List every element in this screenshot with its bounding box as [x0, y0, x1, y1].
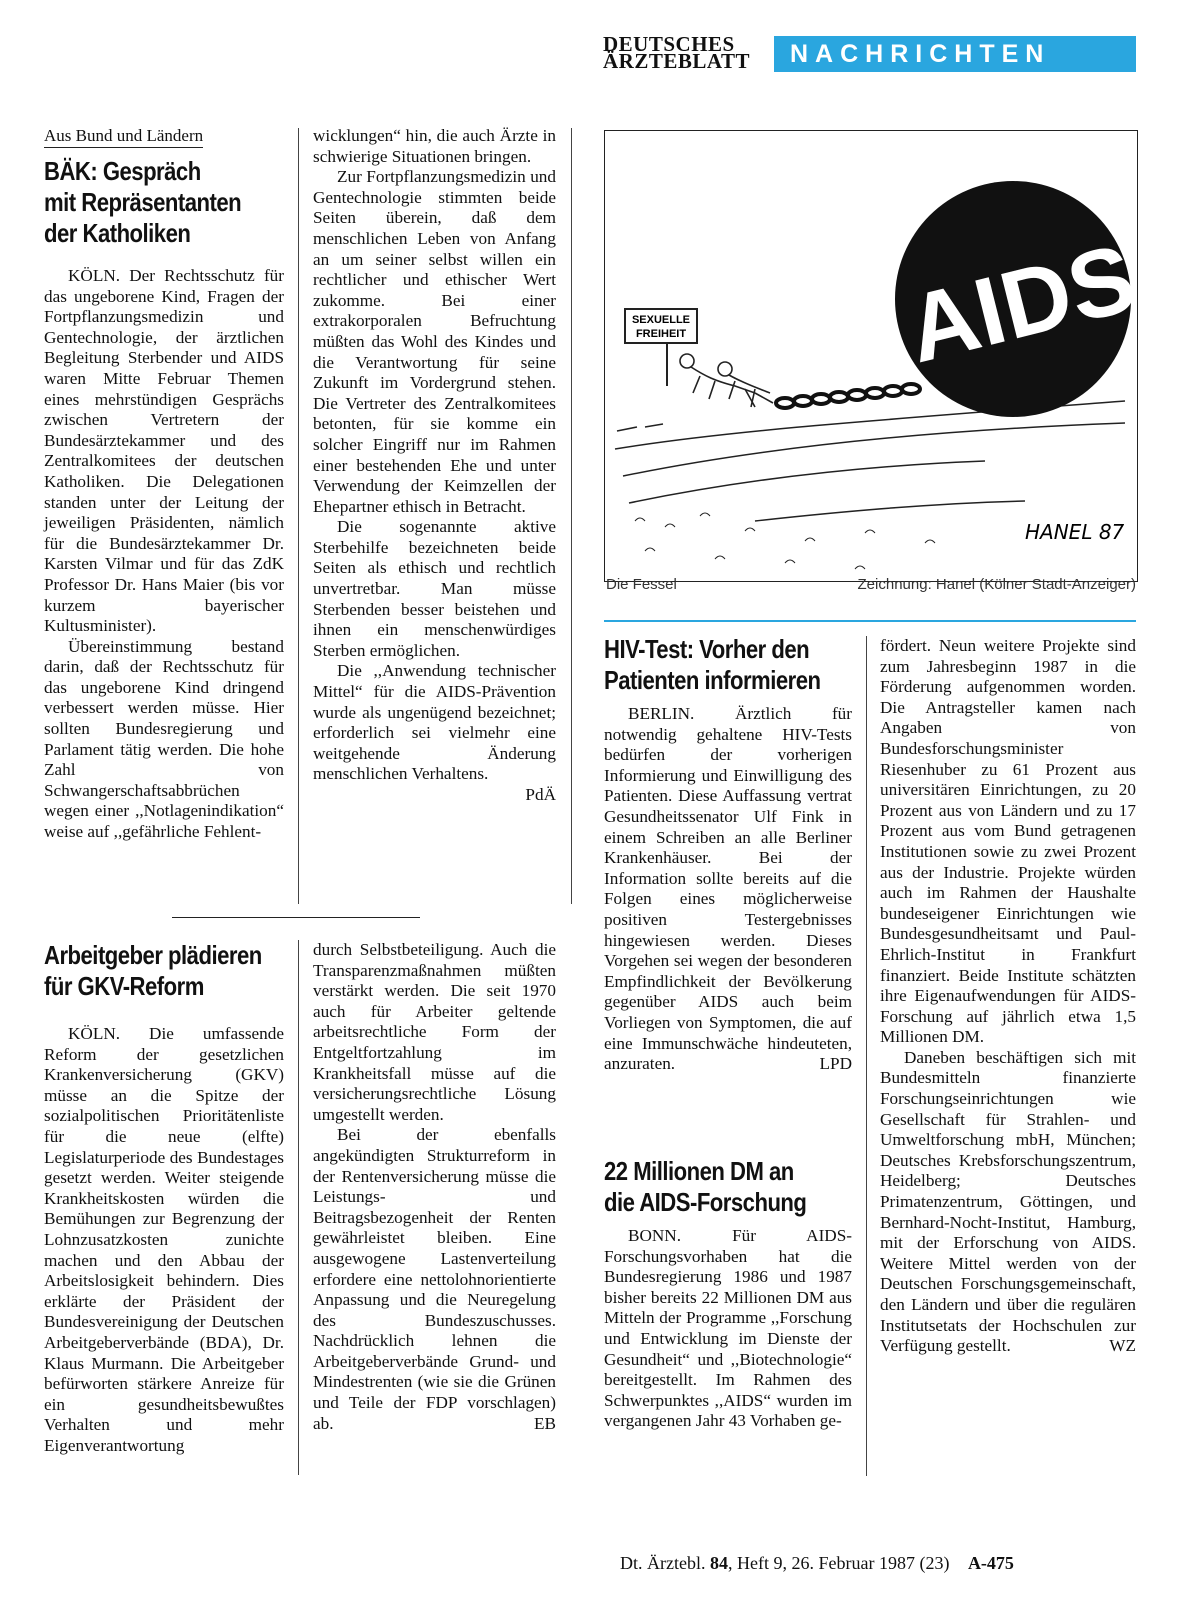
sign-text-line2: FREIHEIT: [635, 328, 687, 340]
ball-label: AIDS: [896, 224, 1137, 384]
cartoon-illustration: [604, 130, 1138, 582]
headline-line: mit Repräsentanten: [44, 187, 242, 217]
article4-column1: [604, 1226, 852, 1432]
paragraph: Übereinstimmung bestand darin, daß der Rechtsschutz für das ungeborene Kind dringend verbessert werden müsse. Hier sollten Bundesregierung und Parlament tätig werden. Die hohe Zahl von Schwangerschaftsabbrüchen wegen einer ,,Notlagenindikation“ weise auf ,,gefährliche Fehlent-: [44, 636, 284, 842]
headline-line: 22 Millionen DM an: [604, 1156, 794, 1186]
citation-rest: , Heft 9, 26. Februar 1987 (23): [727, 1553, 950, 1573]
paragraph: fördert. Neun weitere Projekte sind zum Jahresbeginn 1987 in die Förderung aufgenommen worden. Die Antragsteller kamen nach Angaben von Bundesforschungsminister Riesenhuber zu 61 Prozent aus universitären Einrichtungen, zu 20 Prozent aus von Ländern und zu 17 Prozent aus vom Bund getragenen Institutionen sowie zu zwei Prozent aus der Industrie. Projekte würden auch im Rahmen der Haushalte bundeseigener Einrichtungen wie Bundesgesundheitsamt und Paul-Ehrlich-Institut in Frankfurt finanziert. Beide Institute schätzten ihre Eigenaufwendungen für AIDS-Forschung auf jährlich etwa 1,5 Millionen DM.: [880, 636, 1136, 1047]
article1-column1: [44, 266, 284, 843]
volume-number: 84: [709, 1553, 728, 1573]
article-separator: [172, 917, 420, 918]
masthead-title: [603, 32, 753, 73]
article1-column2: [313, 126, 556, 806]
page-footer: [620, 1553, 1014, 1574]
article1-headline: [44, 156, 241, 249]
headline-line: der Katholiken: [44, 218, 191, 248]
paragraph: Zur Fortpflanzungsmedizin und Gentechnologie stimmten beide Seiten überein, daß dem menschlichen Leben von Anfang an um seiner selbst willen ein rechtlicher und ethischer Wert zukomme. Bei einer extrakorporalen Befruchtung müßten das Wohl des Kindes und die Verantwortung für seine Zukunft im Vordergrund stehen. Die Vertreter des Zentralkomitees betonten, für sie komme ein solcher Eingriff nur im Rahmen einer bestehenden Ehe und unter Verwendung der Keimzellen der Ehepartner ethisch in Betracht.: [313, 167, 556, 516]
column-divider: [298, 128, 299, 904]
paragraph: Bei der ebenfalls angekündigten Strukturreform in der Rentenversicherung müsse die Leistungs- und Beitragsbezogenheit der Renten gewährleistet bleiben. Eine ausgewogene Lastenverteilung erfordere eine nettolohnorientierte Anpassung und die Neuregelung des Bundeszuschusses. Nachdrücklich lehnen die Arbeitgeberverbände Grund- und Mindestrenten (wie sie die Grünen und Teile der FDP vorschlagen) ab.: [313, 1125, 556, 1433]
section-banner: NACHRICHTEN: [774, 36, 1136, 72]
headline-line: die AIDS-Forschung: [604, 1187, 807, 1217]
headline-line: BÄK: Gespräch: [44, 156, 201, 186]
paragraph: KÖLN. Der Rechtsschutz für das ungeborene Kind, Fragen der Fortpflanzungsmedizin und Gentechnologie, der ärztlichen Begleitung Sterbender und AIDS waren Mitte Februar Themen eines mehrstündigen Gesprächs zwischen Vertretern der Bundesärztekammer und des Zentralkomitees der deutschen Katholiken. Die Delegationen standen unter der Leitung der jeweiligen Präsidenten, nämlich für die Bundesärztekammer Dr. Karsten Vilmar und für das ZdK Professor Dr. Hans Maier (bis vor kurzem bayerischer Kultusminister).: [44, 266, 284, 636]
article2-column1: [44, 1024, 284, 1456]
article2-headline: [44, 940, 262, 1002]
article3-headline: [604, 634, 820, 696]
article4-column2: [880, 636, 1136, 1357]
paragraph: Daneben beschäftigen sich mit Bundesmitteln finanzierte Forschungseinrichtungen wie Gesellschaft für Strahlen- und Umweltforschung mbH, München; Deutsches Krebsforschungszentrum, Heidelberg; Deutsches Primatenzentrum, Göttingen, und Bernhard-Nocht-Institut, Hamburg, mit der Erforschung von AIDS. Weitere Mittel werden von der Deutschen Forschungsgemeinschaft, den Ländern und über die regulären Institutsetats der Hochschulen zur Verfügung gestellt.: [880, 1047, 1136, 1356]
author-sign: EB: [534, 1413, 556, 1433]
page-number: A-475: [967, 1553, 1014, 1573]
author-sign: WZ: [1109, 1336, 1136, 1356]
column-divider: [298, 940, 299, 1475]
cartoon-caption-credit: Zeichnung: Hanel (Kölner Stadt-Anzeiger): [857, 576, 1136, 593]
cartoon-drawing: [605, 131, 1137, 581]
paragraph: wicklungen“ hin, die auch Ärzte in schwierige Situationen bringen.: [313, 126, 556, 166]
paragraph: KÖLN. Die umfassende Reform der gesetzlichen Krankenversicherung (GKV) müsse an die Spitze der sozialpolitischen Prioritätenliste für die neue (elfte) Legislaturperiode des Bundestages gesetzt werden. Weiter steigende Krankheitskosten würden die Bemühungen zur Begrenzung der Lohnzusatzkosten zunichte machen und den Abbau der Arbeitslosigkeit behindern. Dies erklärte der Präsident der Bundesvereinigung der Deutschen Arbeitgeberverbände (BDA), Dr. Klaus Murmann. Die Arbeitgeber befürworten stärkere Anreize für ein gesundheitsbewußtes Verhalten und mehr Eigenverantwortung: [44, 1024, 284, 1455]
masthead-line2: ÄRZTEBLATT: [603, 49, 750, 73]
crawling-figures: [680, 354, 773, 407]
paragraph: BONN. Für AIDS-Forschungsvorhaben hat die Bundesregierung 1986 und 1987 bisher bereits 22 Millionen DM aus Mitteln der Programme ,,Forschung und Entwicklung im Dienste der Gesundheit“ und ,,Biotechnologie“ bereitgestellt. Im Rahmen des Schwerpunktes ,,AIDS“ wurden im vergangenen Jahr 43 Vorhaben ge-: [604, 1226, 852, 1431]
masthead-line1: DEUTSCHES: [603, 32, 735, 56]
headline-line: Patienten informieren: [604, 665, 821, 695]
headline-line: HIV-Test: Vorher den: [604, 634, 810, 664]
column-divider: [571, 128, 572, 904]
author-sign: PdÄ: [525, 785, 556, 804]
paragraph: BERLIN. Ärztlich für notwendig gehaltene HIV-Tests bedürfen der vorherigen Informierung und Einwilligung des Patienten. Diese Auffassung vertrat Gesundheitssenator Ulf Fink in einem Schreiben an alle Berliner Krankenhäuser. Bei der Information sollte bereits auf die Folgen eines möglicherweise positiven Testergebnisses hingewiesen werden. Dieses Vorgehen sei wegen der besonderen Empfindlichkeit der Bevölkerung gegenüber AIDS auch beim Vorliegen von Symptomen, die auf eine Immunschwäche hindeuteten, anzuraten.: [604, 704, 852, 1074]
paragraph: durch Selbstbeteiligung. Auch die Transparenzmaßnahmen müßten verstärkt werden. Die seit 1970 auch für Arbeiter geltende arbeitsrechtliche Form der Entgeltfortzahlung im Krankheitsfall müsse auf die versicherungsrechtliche Lösung umgestellt werden.: [313, 940, 556, 1124]
cartoon-underline: [604, 620, 1136, 622]
sign-text-line1: SEXUELLE: [631, 314, 691, 326]
article2-column2: [313, 940, 556, 1434]
citation-prefix: Dt. Ärztebl.: [620, 1553, 706, 1573]
paragraph: Die sogenannte aktive Sterbehilfe bezeichneten beide Seiten als ethisch und rechtlich unvertretbar. Man müsse Sterbenden besser beistehen und ihnen ein menschenwürdiges Sterben ermöglichen.: [313, 517, 556, 660]
paragraph: Die ,,Anwendung technischer Mittel“ für die AIDS-Prävention wurde als ungenügend bezeichnet; erforderlich sei vielmehr eine weitgehende Änderung menschlichen Verhaltens.: [313, 661, 556, 784]
cartoon-caption-title: Die Fessel: [606, 576, 677, 593]
headline-line: für GKV-Reform: [44, 971, 204, 1001]
article3-column1: [604, 704, 852, 1075]
headline-line: Arbeitgeber plädieren: [44, 940, 262, 970]
article4-headline: [604, 1156, 806, 1218]
author-sign: LPD: [819, 1054, 852, 1074]
artist-signature: HANEL 87: [1025, 520, 1125, 544]
kicker: Aus Bund und Ländern: [44, 126, 203, 148]
column-divider: [866, 636, 867, 1476]
